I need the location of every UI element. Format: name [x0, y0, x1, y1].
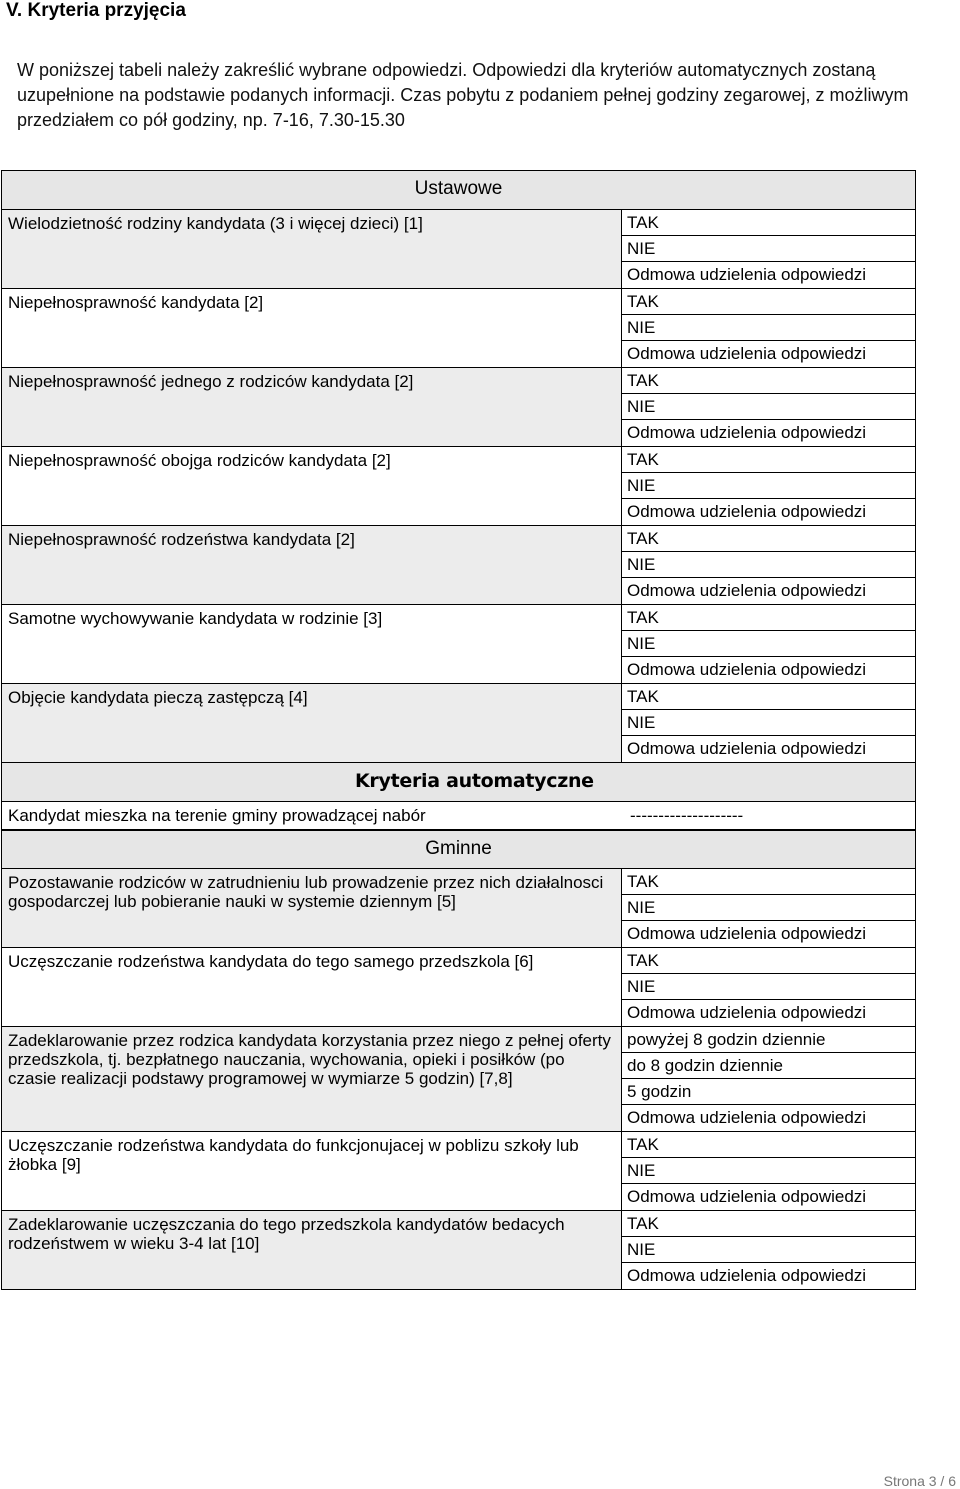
criterion-options	[621, 1132, 915, 1210]
criterion-value: --------------------	[630, 806, 744, 825]
criterion-row	[2, 869, 915, 948]
criterion-row	[2, 1132, 915, 1211]
criterion-label: Niepełnosprawność jednego z rodziców kandydata [2]	[2, 368, 621, 446]
criterion-label: Pozostawanie rodziców w zatrudnieniu lub prowadzenie przez nich działalnosci gospodarczej lub pobieranie nauki w systemie dziennym [5]	[2, 869, 621, 947]
answer-option[interactable]: Odmowa udzielenia odpowiedzi	[627, 423, 867, 442]
answer-option[interactable]: TAK	[622, 447, 915, 473]
auto-criterion-row	[2, 802, 915, 830]
section-heading-gminne: Gminne	[2, 830, 915, 869]
answer-option[interactable]: NIE	[622, 895, 915, 921]
answer-option[interactable]: TAK	[622, 289, 915, 315]
criterion-label: Uczęszczanie rodzeństwa kandydata do tego samego przedszkola [6]	[8, 952, 534, 971]
answer-option[interactable]: TAK	[622, 1132, 915, 1158]
answer-option[interactable]: powyżej 8 godzin dziennie	[622, 1027, 915, 1053]
criterion-row	[2, 447, 915, 526]
answer-option[interactable]: Odmowa udzielenia odpowiedzi	[627, 265, 867, 284]
criterion-options	[621, 948, 915, 1026]
page-number: Strona 3 / 6	[883, 1473, 956, 1489]
criteria-table	[1, 170, 916, 1290]
section-title: V. Kryteria przyjęcia	[6, 0, 186, 21]
answer-option[interactable]: Odmowa udzielenia odpowiedzi	[627, 344, 867, 363]
criterion-label: Wielodzietność rodziny kandydata (3 i więcej dzieci) [1]	[2, 210, 621, 288]
criterion-row	[2, 368, 915, 447]
answer-option[interactable]: Odmowa udzielenia odpowiedzi	[627, 502, 867, 521]
answer-option[interactable]: NIE	[622, 974, 915, 1000]
criterion-label: Zadeklarowanie przez rodzica kandydata korzystania przez niego z pełnej oferty przedszkola, tj. bezpłatnego nauczania, wychowania, opieki i posiłków (po czasie realizacji podstawy programowej w wymiarze 5 godzin) [7,8]	[2, 1027, 621, 1131]
criterion-row	[2, 526, 915, 605]
criterion-options	[621, 1211, 915, 1289]
criterion-label: Niepełnosprawność rodzeństwa kandydata [2]	[2, 526, 621, 604]
criterion-row	[2, 210, 915, 289]
answer-option[interactable]: TAK	[622, 368, 915, 394]
criterion-label: Uczęszczanie rodzeństwa kandydata do funkcjonujacej w poblizu szkoły lub żłobka [9]	[8, 1136, 579, 1174]
answer-option[interactable]: NIE	[622, 631, 915, 657]
criterion-row	[2, 289, 915, 368]
criterion-options	[621, 447, 915, 525]
answer-option[interactable]: NIE	[622, 1158, 915, 1184]
answer-option[interactable]: TAK	[622, 869, 915, 895]
criterion-options	[621, 605, 915, 683]
answer-option[interactable]: Odmowa udzielenia odpowiedzi	[627, 581, 867, 600]
answer-option[interactable]: Odmowa udzielenia odpowiedzi	[627, 1266, 867, 1285]
criterion-row	[2, 948, 915, 1027]
criterion-options	[621, 289, 915, 367]
criterion-label: Niepełnosprawność obojga rodziców kandydata [2]	[8, 451, 391, 470]
answer-option[interactable]: Odmowa udzielenia odpowiedzi	[627, 1108, 867, 1127]
answer-option[interactable]: do 8 godzin dziennie	[622, 1053, 915, 1079]
criterion-label: Kandydat mieszka na terenie gminy prowadzącej nabór	[8, 806, 426, 825]
criterion-options	[621, 869, 915, 947]
answer-option[interactable]: 5 godzin	[622, 1079, 915, 1105]
intro-paragraph: W poniższej tabeli należy zakreślić wybrane odpowiedzi. Odpowiedzi dla kryteriów automatycznych zostaną uzupełnione na podstawie podanych informacji. Czas pobytu z podaniem pełnej godziny zegarowej, z możliwym przedziałem co pół godziny, np. 7-16, 7.30-15.30	[17, 60, 909, 130]
criterion-label: Objęcie kandydata pieczą zastępczą [4]	[2, 684, 621, 762]
answer-option[interactable]: Odmowa udzielenia odpowiedzi	[627, 660, 867, 679]
criterion-row	[2, 684, 915, 763]
answer-option[interactable]: NIE	[622, 236, 915, 262]
answer-option[interactable]: NIE	[622, 394, 915, 420]
answer-option[interactable]: NIE	[622, 710, 915, 736]
answer-option[interactable]: TAK	[622, 210, 915, 236]
criterion-row	[2, 1027, 915, 1132]
criterion-label: Zadeklarowanie uczęszczania do tego przedszkola kandydatów bedacych rodzeństwem w wieku 3-4 lat [10]	[2, 1211, 621, 1289]
criterion-options	[621, 368, 915, 446]
answer-option[interactable]: Odmowa udzielenia odpowiedzi	[627, 1003, 867, 1022]
section-heading-automatyczne: Kryteria automatyczne	[2, 763, 915, 802]
answer-option[interactable]: NIE	[622, 473, 915, 499]
criterion-options	[621, 210, 915, 288]
answer-option[interactable]: TAK	[622, 948, 915, 974]
answer-option[interactable]: TAK	[622, 1211, 915, 1237]
criterion-options	[621, 1027, 915, 1131]
criterion-row	[2, 1211, 915, 1289]
answer-option[interactable]: NIE	[622, 1237, 915, 1263]
criterion-options	[621, 526, 915, 604]
answer-option[interactable]: NIE	[622, 315, 915, 341]
criterion-label: Niepełnosprawność kandydata [2]	[8, 293, 264, 312]
criterion-options	[621, 684, 915, 762]
answer-option[interactable]: Odmowa udzielenia odpowiedzi	[627, 1187, 867, 1206]
criterion-label: Samotne wychowywanie kandydata w rodzinie [3]	[8, 609, 383, 628]
answer-option[interactable]: Odmowa udzielenia odpowiedzi	[627, 924, 867, 943]
section-heading-ustawowe: Ustawowe	[2, 171, 915, 210]
answer-option[interactable]: Odmowa udzielenia odpowiedzi	[627, 739, 867, 758]
criterion-row	[2, 605, 915, 684]
answer-option[interactable]: TAK	[622, 684, 915, 710]
answer-option[interactable]: NIE	[622, 552, 915, 578]
answer-option[interactable]: TAK	[622, 605, 915, 631]
answer-option[interactable]: TAK	[622, 526, 915, 552]
